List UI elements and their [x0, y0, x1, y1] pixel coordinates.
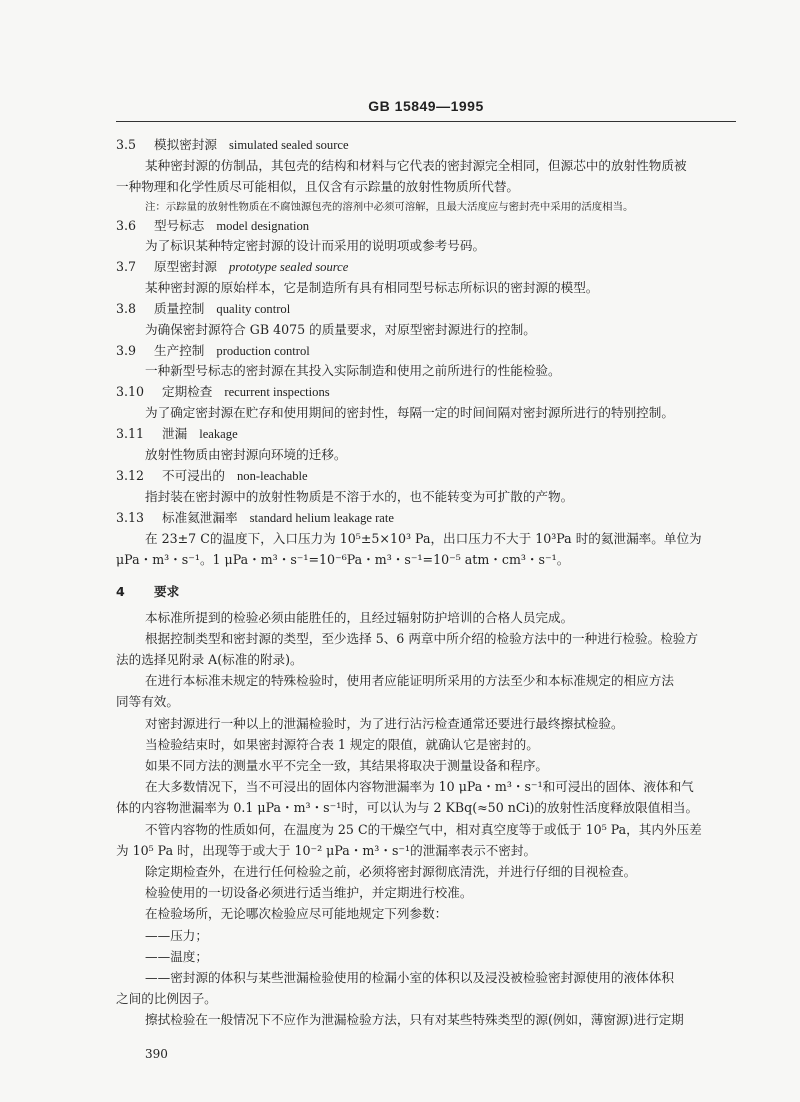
- definition-3-7-body: 某种密封源的原始样本，它是制造所有具有相同型号标志所标识的密封源的模型。: [145, 280, 599, 295]
- requirement-line: 在进行本标准未规定的特殊检验时，使用者应能证明所采用的方法至少和本标准规定的相应方法: [145, 673, 674, 688]
- header-divider: [116, 121, 736, 122]
- standard-number-header: GB 15849—1995: [368, 98, 484, 114]
- clause-term-en: standard helium leakage rate: [249, 511, 394, 525]
- definition-3-5-body-line-1: 某种密封源的仿制品，其包壳的结构和材料与它代表的密封源完全相同，但源芯中的放射性物质被: [145, 158, 687, 173]
- definition-3-10-body: 为了确定密封源在贮存和使用期间的密封性，每隔一定的时间间隔对密封源所进行的特别控制。: [145, 405, 674, 420]
- requirement-line: 对密封源进行一种以上的泄漏检验时，为了进行沾污检查通常还要进行最终擦拭检验。: [145, 716, 624, 731]
- definition-3-13-body-line-1: 在 23±7 C的温度下，入口压力为 10⁵±5×10³ Pa，出口压力不大于 10³Pa 时的氦泄漏率。单位为: [145, 531, 702, 546]
- parameter-list-item: ——压力；: [145, 928, 208, 943]
- definition-3-12-heading: [116, 468, 308, 484]
- definition-3-11-body: 放射性物质由密封源向环境的迁移。: [145, 447, 347, 462]
- clause-term-zh: 定期检查: [162, 384, 213, 399]
- requirement-line: 检验使用的一切设备必须进行适当维护，并定期进行校准。: [145, 885, 473, 900]
- definition-3-12-body: 指封装在密封源中的放射性物质是不溶于水的，也不能转变为可扩散的产物。: [145, 489, 574, 504]
- clause-number: 3.6: [116, 218, 137, 233]
- page-number: 390: [145, 1047, 168, 1061]
- clause-term-en: non-leachable: [236, 469, 308, 483]
- clause-term-en: quality control: [216, 302, 291, 316]
- definition-3-11-heading: [116, 426, 238, 442]
- requirement-line: 本标准所提到的检验必须由能胜任的，且经过辐射防护培训的合格人员完成。: [145, 610, 574, 625]
- clause-number: 3.8: [116, 301, 137, 316]
- definition-3-8-body: 为确保密封源符合 GB 4075 的质量要求，对原型密封源进行的控制。: [145, 322, 536, 337]
- requirement-line: 如果不同方法的测量水平不完全一致，其结果将取决于测量设备和程序。: [145, 758, 548, 773]
- clause-term-zh: 泄漏: [162, 426, 188, 441]
- definition-3-10-heading: [116, 384, 330, 400]
- clause-term-zh: 型号标志: [154, 218, 205, 233]
- definition-3-8-heading: [116, 301, 290, 317]
- clause-term-en: simulated sealed source: [228, 138, 349, 152]
- section-number: 4: [116, 584, 125, 599]
- clause-number: 3.11: [116, 426, 145, 441]
- requirement-line: 同等有效。: [116, 694, 179, 709]
- requirement-line: 擦拭检验在一般情况下不应作为泄漏检验方法，只有对某些特殊类型的源(例如，薄窗源)进行定期: [145, 1012, 684, 1027]
- requirement-line: 在检验场所，无论哪次检验应尽可能地规定下列参数：: [145, 906, 448, 921]
- parameter-list-item: ——温度；: [145, 949, 208, 964]
- requirement-line: 不管内容物的性质如何，在温度为 25 C的干燥空气中，相对真空度等于或低于 10⁵ Pa，其内外压差: [145, 822, 702, 837]
- clause-number: 3.7: [116, 259, 137, 274]
- clause-term-en: prototype sealed source: [228, 260, 349, 274]
- clause-term-en: leakage: [199, 427, 238, 441]
- section-4-heading: [116, 584, 179, 600]
- definition-3-6-body: 为了标识某种特定密封源的设计而采用的说明项或参考号码。: [145, 238, 486, 253]
- definition-3-5-heading: [116, 137, 349, 153]
- definition-3-5-note: 注：示踪量的放射性物质在不腐蚀源包壳的溶剂中必须可溶解，且最大活度应与密封壳中采用的活度相当。: [145, 201, 634, 213]
- definition-3-13-heading: [116, 510, 394, 526]
- requirement-line: 之间的比例因子。: [116, 991, 217, 1006]
- definition-3-9-heading: [116, 343, 310, 359]
- definition-3-6-heading: [116, 218, 309, 234]
- clause-term-en: model designation: [216, 219, 310, 233]
- clause-term-zh: 标准氦泄漏率: [162, 510, 238, 525]
- clause-term-en: production control: [216, 344, 310, 358]
- clause-term-zh: 不可浸出的: [162, 468, 225, 483]
- definition-3-7-heading: [116, 259, 348, 275]
- requirement-line: 除定期检查外，在进行任何检验之前，必须将密封源彻底清洗，并进行仔细的目视检查。: [145, 864, 637, 879]
- requirement-line: 在大多数情况下，当不可浸出的固体内容物泄漏率为 10 μPa・m³・s⁻¹和可浸出的固体、液体和气: [145, 779, 694, 794]
- requirement-line: 根据控制类型和密封源的类型，至少选择 5、6 两章中所介绍的检验方法中的一种进行检验。检验方: [145, 631, 698, 646]
- section-title: 要求: [154, 584, 180, 599]
- requirement-line: 法的选择见附录 A(标准的附录)。: [116, 652, 303, 667]
- clause-term-zh: 生产控制: [154, 343, 205, 358]
- clause-number: 3.10: [116, 384, 145, 399]
- definition-3-9-body: 一种新型号标志的密封源在其投入实际制造和使用之前所进行的性能检验。: [145, 363, 561, 378]
- requirement-line: 为 10⁵ Pa 时，出现等于或大于 10⁻² μPa・m³・s⁻¹的泄漏率表示不密封。: [116, 843, 537, 858]
- parameter-list-item: ——密封源的体积与某些泄漏检验使用的检漏小室的体积以及浸没被检验密封源使用的液体体积: [145, 970, 674, 985]
- requirement-line: 体的内容物泄漏率为 0.1 μPa・m³・s⁻¹时，可以认为与 2 KBq(≈50 nCi)的放射性活度释放限值相当。: [116, 800, 699, 815]
- clause-number: 3.9: [116, 343, 137, 358]
- definition-3-13-body-line-2: μPa・m³・s⁻¹。1 μPa・m³・s⁻¹=10⁻⁶Pa・m³・s⁻¹=10⁻⁵ atm・cm³・s⁻¹。: [116, 552, 570, 567]
- clause-term-zh: 原型密封源: [154, 259, 217, 274]
- clause-term-zh: 质量控制: [154, 301, 205, 316]
- requirement-line: 当检验结束时，如果密封源符合表 1 规定的限值，就确认它是密封的。: [145, 737, 539, 752]
- clause-number: 3.5: [116, 137, 137, 152]
- clause-term-zh: 模拟密封源: [154, 137, 217, 152]
- clause-number: 3.13: [116, 510, 145, 525]
- clause-term-en: recurrent inspections: [224, 385, 330, 399]
- definition-3-5-body-line-2: 一种物理和化学性质尽可能相似，且仅含有示踪量的放射性物质所代替。: [116, 179, 519, 194]
- clause-number: 3.12: [116, 468, 145, 483]
